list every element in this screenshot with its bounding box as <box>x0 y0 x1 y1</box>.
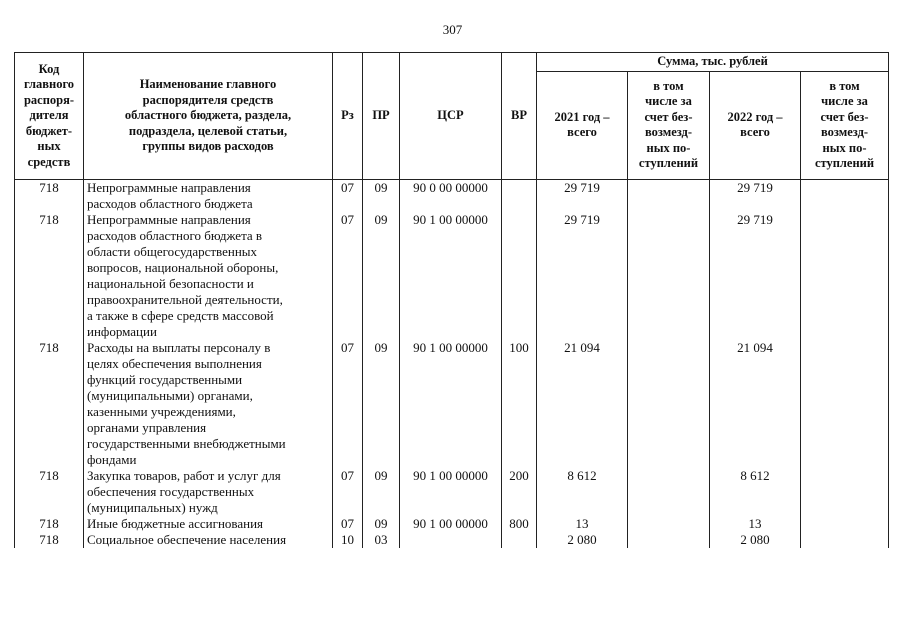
cell-code: 718 <box>15 532 84 548</box>
cell-2022-total: 21 094 <box>710 340 801 468</box>
cell-vr <box>502 212 537 340</box>
cell-csr <box>400 532 502 548</box>
cell-vr: 200 <box>502 468 537 516</box>
cell-rz: 07 <box>333 468 363 516</box>
cell-2022-free <box>801 179 889 212</box>
cell-rz: 07 <box>333 516 363 532</box>
cell-2022-total: 29 719 <box>710 212 801 340</box>
cell-2021-free <box>628 532 710 548</box>
cell-2021-free <box>628 340 710 468</box>
cell-pr: 03 <box>363 532 400 548</box>
cell-rz: 07 <box>333 340 363 468</box>
cell-2021-free <box>628 516 710 532</box>
cell-code: 718 <box>15 516 84 532</box>
cell-2022-free <box>801 340 889 468</box>
cell-2021-total: 21 094 <box>537 340 628 468</box>
cell-csr: 90 1 00 00000 <box>400 468 502 516</box>
cell-name: Непрограммные направления расходов областного бюджета <box>84 179 333 212</box>
cell-csr: 90 1 00 00000 <box>400 212 502 340</box>
cell-csr: 90 1 00 00000 <box>400 340 502 468</box>
header-vr: ВР <box>502 53 537 180</box>
header-csr: ЦСР <box>400 53 502 180</box>
cell-code: 718 <box>15 340 84 468</box>
page-number: 307 <box>442 22 463 37</box>
table-row <box>15 340 889 468</box>
cell-2021-total: 29 719 <box>537 179 628 212</box>
cell-2022-free <box>801 532 889 548</box>
cell-name: Закупка товаров, работ и услуг для обеспечения государственных (муниципальных) нужд <box>84 468 333 516</box>
header-2022-free: в том числе за счет без- возмезд- ных по- ступлений <box>801 71 889 179</box>
cell-2021-total: 13 <box>537 516 628 532</box>
cell-2022-total: 2 080 <box>710 532 801 548</box>
cell-2021-total: 2 080 <box>537 532 628 548</box>
cell-pr: 09 <box>363 340 400 468</box>
header-2022-total: 2022 год – всего <box>710 71 801 179</box>
cell-2021-total: 29 719 <box>537 212 628 340</box>
cell-code: 718 <box>15 468 84 516</box>
cell-pr: 09 <box>363 212 400 340</box>
cell-2022-free <box>801 516 889 532</box>
header-2021-total: 2021 год – всего <box>537 71 628 179</box>
cell-rz: 07 <box>333 212 363 340</box>
header-code: Код главного распоря- дителя бюджет- ных средств <box>15 53 84 180</box>
cell-2022-total: 8 612 <box>710 468 801 516</box>
header-name: Наименование главного распорядителя средств областного бюджета, раздела, подраздела, целевой статьи, группы видов расходов <box>84 53 333 180</box>
cell-2022-free <box>801 468 889 516</box>
cell-name: Иные бюджетные ассигнования <box>84 516 333 532</box>
cell-vr <box>502 179 537 212</box>
cell-pr: 09 <box>363 516 400 532</box>
cell-csr: 90 1 00 00000 <box>400 516 502 532</box>
cell-name: Социальное обеспечение населения <box>84 532 333 548</box>
cell-vr: 800 <box>502 516 537 532</box>
table-row <box>15 468 889 516</box>
cell-name: Непрограммные направления расходов областного бюджета в области общегосударственных вопросов, национальной обороны, национальной безопасности и правоохранительной деятельности, а также в сфере средств массовой информации <box>84 212 333 340</box>
cell-code: 718 <box>15 179 84 212</box>
table-header <box>15 53 889 180</box>
cell-2021-free <box>628 212 710 340</box>
cell-2021-total: 8 612 <box>537 468 628 516</box>
header-2021-free: в том числе за счет без- возмезд- ных по- ступлений <box>628 71 710 179</box>
cell-2022-total: 13 <box>710 516 801 532</box>
cell-2022-free <box>801 212 889 340</box>
table-row <box>15 532 889 548</box>
cell-rz: 07 <box>333 179 363 212</box>
cell-2021-free <box>628 468 710 516</box>
cell-code: 718 <box>15 212 84 340</box>
cell-csr: 90 0 00 00000 <box>400 179 502 212</box>
cell-2021-free <box>628 179 710 212</box>
cell-vr <box>502 532 537 548</box>
header-rz: Рз <box>333 53 363 180</box>
cell-2022-total: 29 719 <box>710 179 801 212</box>
cell-pr: 09 <box>363 179 400 212</box>
table-row <box>15 516 889 532</box>
table-row <box>15 179 889 212</box>
cell-pr: 09 <box>363 468 400 516</box>
cell-name: Расходы на выплаты персоналу в целях обеспечения выполнения функций государственными (муниципальными) органами, казенными учреждениями, органами управления государственными внебюджетными фондами <box>84 340 333 468</box>
table-row <box>15 212 889 340</box>
header-sum-group: Сумма, тыс. рублей <box>537 53 889 72</box>
cell-rz: 10 <box>333 532 363 548</box>
budget-table <box>14 52 889 548</box>
header-pr: ПР <box>363 53 400 180</box>
cell-vr: 100 <box>502 340 537 468</box>
